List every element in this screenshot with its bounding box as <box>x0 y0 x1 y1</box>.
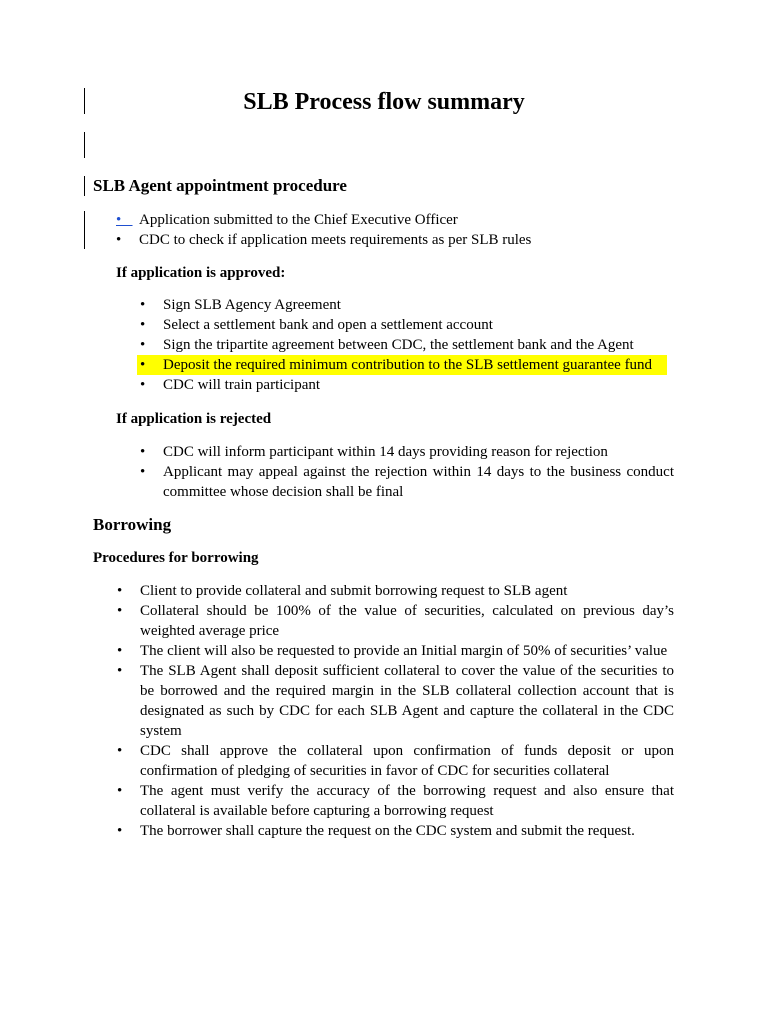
bullet-icon: • <box>140 337 146 353</box>
list-item-text: Application submitted to the Chief Executive Officer <box>139 212 458 228</box>
list-item <box>117 581 674 601</box>
change-bar <box>84 132 85 158</box>
list-item <box>140 442 674 462</box>
bullet-icon: • <box>117 663 123 679</box>
bullet-icon: • <box>117 783 123 799</box>
bullet-icon: • <box>140 297 146 313</box>
bullet-icon: • <box>140 317 146 333</box>
list-item-text: Sign the tripartite agreement between CDC, the settlement bank and the Agent <box>163 337 634 353</box>
list-item-text: CDC shall approve the collateral upon confirmation of funds deposit or upon confirmation of pledging of securities in favor of CDC for securities collateral <box>140 743 674 779</box>
bullet-icon: • <box>140 444 146 460</box>
list-item <box>140 462 674 502</box>
change-bar <box>84 211 85 249</box>
approved-heading: If application is approved: <box>116 265 286 281</box>
list-item-text: Sign SLB Agency Agreement <box>163 297 341 313</box>
bullet-icon: • <box>117 603 123 619</box>
list-item <box>117 641 674 661</box>
list-item-text: The borrower shall capture the request on the CDC system and submit the request. <box>140 823 635 839</box>
list-item <box>117 781 674 821</box>
bullet-icon: • <box>140 377 146 393</box>
list-item-text: CDC will inform participant within 14 days providing reason for rejection <box>163 444 608 460</box>
list-item <box>116 210 679 230</box>
approved-list <box>140 295 683 395</box>
list-item-text: The client will also be requested to provide an Initial margin of 50% of securities’ value <box>140 643 668 659</box>
list-item <box>117 601 674 641</box>
list-item-text: The SLB Agent shall deposit sufficient collateral to cover the value of the securities to be borrowed and the required margin in the SLB collateral collection account that is designated as such by CDC for each SLB Agent and capture the collateral in the CDC system <box>140 663 674 739</box>
list-item-text: Deposit the required minimum contribution to the SLB settlement guarantee fund <box>163 357 653 373</box>
bullet-icon: • <box>117 743 123 759</box>
list-item-text: Select a settlement bank and open a settlement account <box>163 317 493 333</box>
list-item <box>117 821 674 841</box>
list-item <box>117 741 674 781</box>
list-item-highlighted <box>140 355 683 375</box>
bullet-icon: • <box>116 232 122 248</box>
rejected-heading: If application is rejected <box>116 411 272 427</box>
bullet-icon: • <box>140 357 146 373</box>
agent-procedure-list <box>116 210 679 250</box>
rejected-list <box>140 442 674 502</box>
borrowing-list <box>117 581 674 841</box>
list-item-text: CDC to check if application meets requirements as per SLB rules <box>139 232 532 248</box>
bullet-icon: • <box>117 643 123 659</box>
section-heading-agent-appointment: SLB Agent appointment procedure <box>93 176 347 195</box>
list-item-text: Applicant may appeal against the rejection within 14 days to the business conduct committee whose decision shall be final <box>163 464 674 500</box>
section-heading-borrowing: Borrowing <box>93 515 172 534</box>
list-item-text: Client to provide collateral and submit borrowing request to SLB agent <box>140 583 568 599</box>
list-item <box>140 295 683 315</box>
bullet-icon: • <box>117 823 123 839</box>
list-item-text: The agent must verify the accuracy of the borrowing request and also ensure that collateral is available before capturing a borrowing request <box>140 783 674 819</box>
list-item <box>140 315 683 335</box>
list-item-text: CDC will train participant <box>163 377 321 393</box>
bullet-icon: • <box>117 583 123 599</box>
list-item <box>117 661 674 741</box>
bullet-icon: • <box>116 212 133 228</box>
page-title: SLB Process flow summary <box>243 89 525 115</box>
list-item <box>116 230 679 250</box>
list-item-text: Collateral should be 100% of the value of securities, calculated on previous day’s weighted average price <box>140 603 674 639</box>
change-bar <box>84 176 85 196</box>
borrowing-sub-heading: Procedures for borrowing <box>93 550 259 566</box>
list-item <box>140 375 683 395</box>
bullet-icon: • <box>140 464 146 480</box>
list-item <box>140 335 683 355</box>
